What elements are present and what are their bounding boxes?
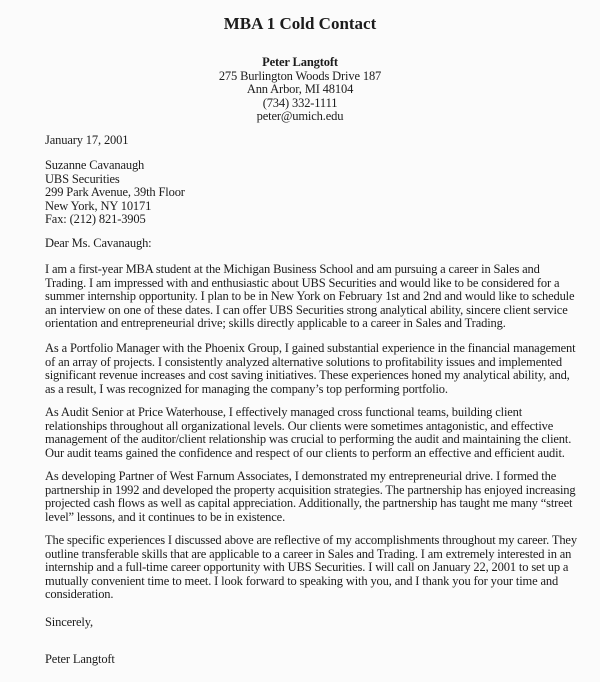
recipient-name: Suzanne Cavanaugh	[45, 158, 145, 172]
paragraph-line: mutually convenient time to meet. I look forward to speaking with you, and I thank you for your time and	[45, 573, 559, 588]
paragraph-line: of an array of projects. I consistently analyzed alternative solutions to profitability issues and implemented	[45, 354, 563, 369]
recipient-block	[45, 159, 185, 227]
paragraph	[45, 470, 575, 524]
sender-phone: (734) 332-1111	[262, 95, 338, 110]
paragraph-line: As Audit Senior at Price Waterhouse, I effectively managed cross functional teams, building client	[45, 405, 523, 419]
paragraph-line: As developing Partner of West Farnum Associates, I demonstrated my entrepreneurial drive. I formed the	[45, 469, 557, 483]
paragraph-line: management of the auditor/client relationship was crucial to performing the audit and maintaining the client.	[45, 432, 572, 446]
document-title: MBA 1 Cold Contact	[223, 14, 377, 33]
sender-address-2: Ann Arbor, MI 48104	[246, 82, 354, 96]
sender-email: peter@umich.edu	[256, 109, 344, 123]
salutation: Dear Ms. Cavanaugh:	[45, 236, 152, 250]
paragraph	[45, 342, 575, 396]
paragraph	[45, 534, 577, 602]
paragraph	[45, 263, 574, 331]
paragraph-line: consideration.	[45, 587, 114, 601]
paragraph-line: significant revenue increases and cost saving initiatives. These experiences honed my analytical ability, and,	[45, 368, 570, 382]
paragraph-line: orientation and entrepreneurial drive; skills directly applicable to a career in Sales and Trading.	[45, 316, 506, 330]
paragraph-line: I am a first-year MBA student at the Michigan Business School and am pursuing a career in Sales and	[45, 262, 540, 276]
sender-name: Peter Langtoft	[262, 55, 338, 69]
sender-address-1: 275 Burlington Woods Drive 187	[218, 68, 382, 83]
paragraph-line: Trading. I am impressed with and enthusiastic about UBS Securities and would like to be considered for a	[45, 275, 560, 290]
paragraph-line: level” lessons, and it continues to be in existence.	[45, 509, 286, 524]
closing: Sincerely,	[45, 615, 94, 629]
paragraph-line: internship and a full-time career opportunity with UBS Securities. I will call on January 22, 2001 to set up a	[45, 560, 569, 574]
signature-name: Peter Langtoft	[45, 652, 115, 666]
paragraph-line: Our audit teams gained the confidence and respect of our clients to perform an effective and efficient audit.	[45, 445, 565, 460]
paragraph-line: projected cash flows as well as capital appreciation. Additionally, the partnership has taught me many “street	[45, 496, 573, 510]
paragraph-line: The specific experiences I discussed above are reflective of my accomplishments throughout my career. They	[45, 533, 577, 547]
paragraph-line: outline transferable skills that are applicable to a career in Sales and Trading. I am extremely interested in an	[45, 546, 572, 561]
recipient-address-1: 299 Park Avenue, 39th Floor	[45, 185, 185, 199]
paragraph-line: an interview on one of these dates. I can offer UBS Securities strong analytical ability, sincere client service	[45, 302, 568, 317]
recipient-fax: Fax: (212) 821-3905	[45, 212, 146, 226]
recipient-company: UBS Securities	[45, 171, 120, 186]
paragraph-line: partnership in 1992 and developed the property acquisition strategies. The partnership has enjoyed increasing	[45, 482, 576, 497]
recipient-address-2: New York, NY 10171	[45, 198, 152, 213]
paragraph	[45, 406, 571, 460]
paragraph-line: As a Portfolio Manager with the Phoenix Group, I gained substantial experience in the financial management	[45, 341, 576, 355]
sender-block	[0, 56, 600, 124]
paragraph-line: as a result, I was recognized for managing the company’s top performing portfolio.	[45, 381, 448, 396]
paragraph-line: relationships throughout all organizational levels. Our clients were sometimes antagonistic, and effective	[45, 418, 554, 433]
letter-date: January 17, 2001	[45, 133, 129, 147]
paragraph-line: summer internship opportunity. I plan to be in New York on February 1st and 2nd and would like to schedule	[45, 289, 575, 303]
